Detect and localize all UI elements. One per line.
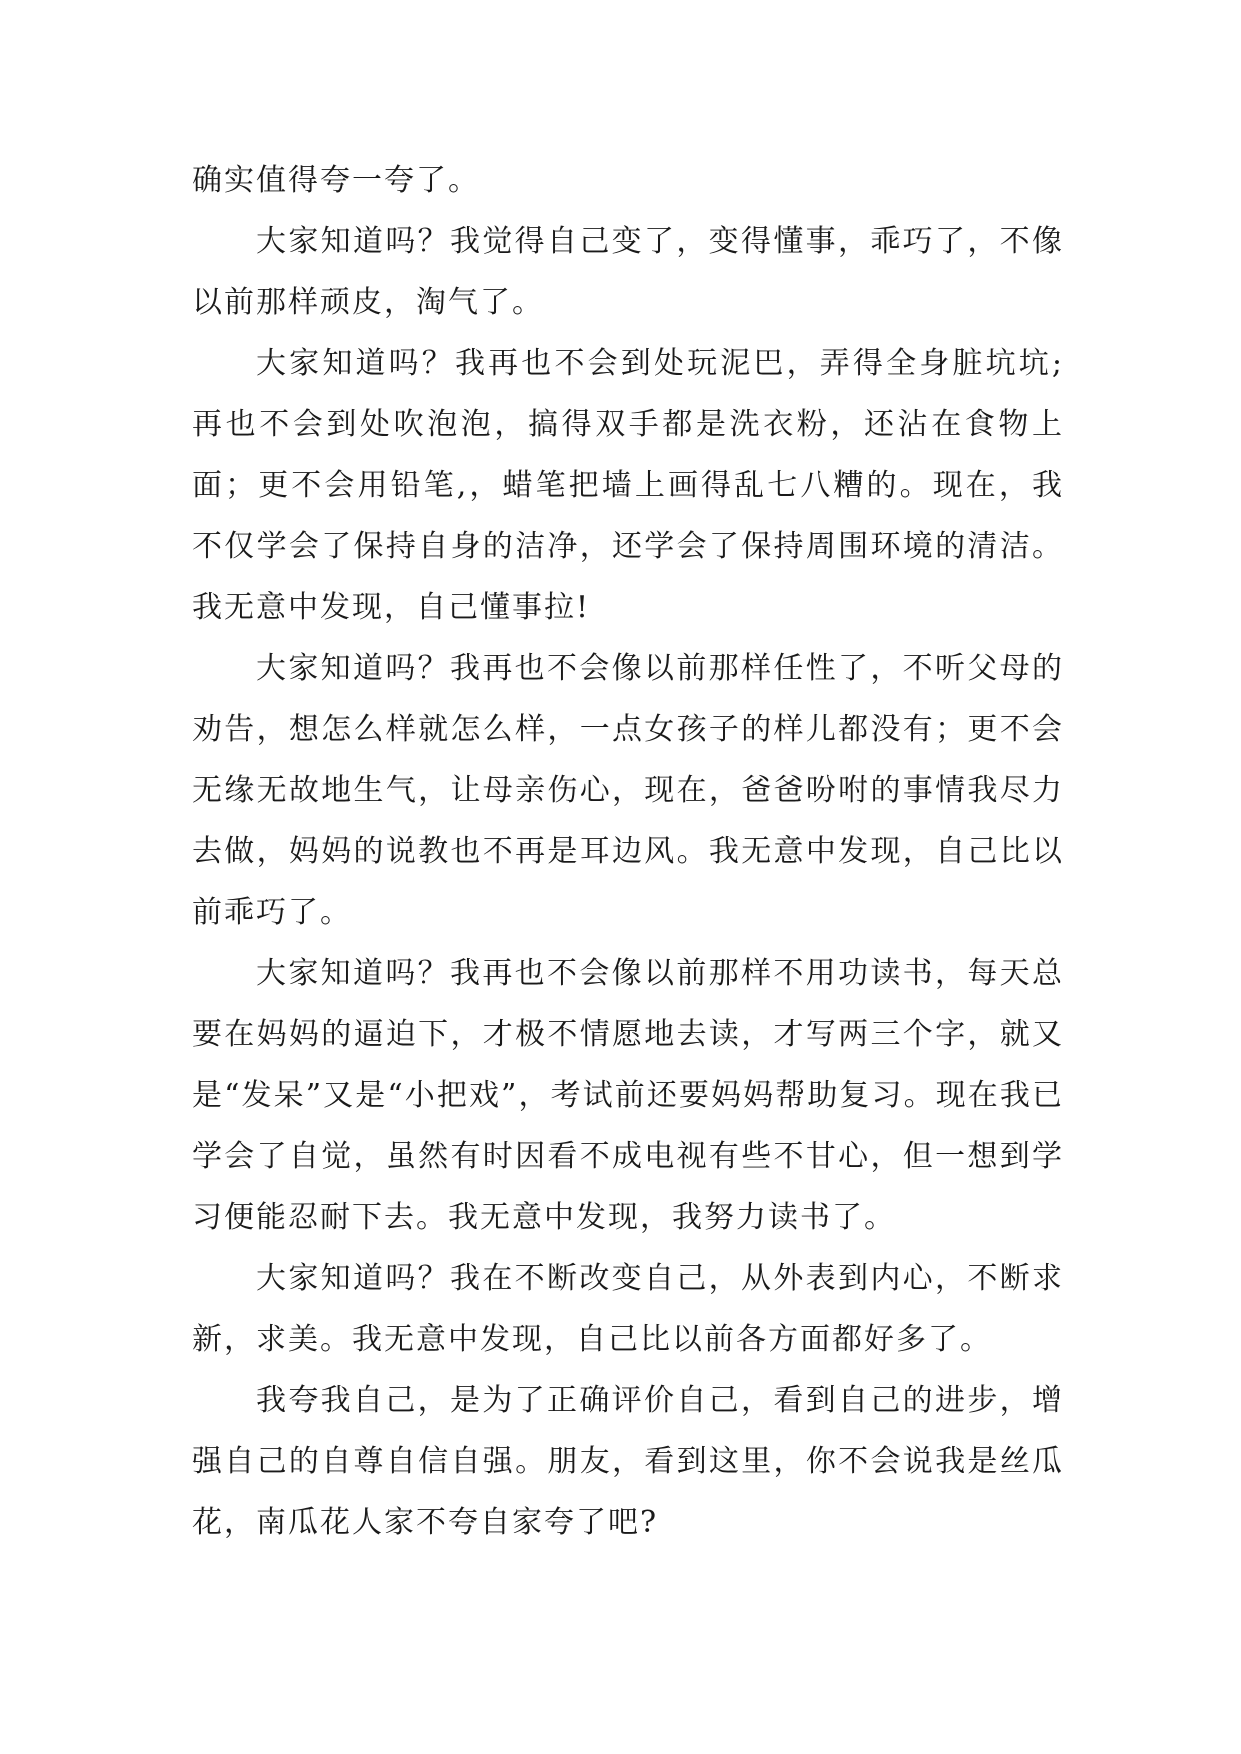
paragraph: 大家知道吗？我在不断改变自己，从外表到内心，不断求新，求美。我无意中发现，自己比以前各方面都好多了。: [192, 1261, 1064, 1357]
paragraph: 大家知道吗？我再也不会像以前那样任性了，不听父母的劝告，想怎么样就怎么样，一点女孩子的样儿都没有；更不会无缘无故地生气，让母亲伤心，现在，爸爸吩咐的事情我尽力去做，妈妈的说教也不再是耳边风。我无意中发现，自己比以前乖巧了。: [192, 651, 1064, 930]
paragraph: 大家知道吗？我觉得自己变了，变得懂事，乖巧了，不像以前那样顽皮，淘气了。: [192, 224, 1064, 320]
paragraph-continuation: 确实值得夸一夸了。: [192, 163, 480, 198]
document-body: [192, 150, 1064, 1553]
paragraph: 大家知道吗？我再也不会像以前那样不用功读书，每天总要在妈妈的逼迫下，才极不情愿地去读，才写两三个字，就又是“发呆”又是“小把戏”，考试前还要妈妈帮助复习。现在我已学会了自觉，虽然有时因看不成电视有些不甘心，但一想到学习便能忍耐下去。我无意中发现，我努力读书了。: [192, 956, 1064, 1235]
paragraph-closing: 我夸我自己，是为了正确评价自己，看到自己的进步，增强自己的自尊自信自强。朋友，看到这里，你不会说我是丝瓜花，南瓜花人家不夸自家夸了吧?: [192, 1383, 1064, 1540]
paragraph: 大家知道吗？我再也不会到处玩泥巴，弄得全身脏坑坑;再也不会到处吹泡泡，搞得双手都是洗衣粉，还沾在食物上面；更不会用铅笔,，蜡笔把墙上画得乱七八糟的。现在，我不仅学会了保持自身的洁净，还学会了保持周围环境的清洁。我无意中发现，自己懂事拉!: [192, 346, 1064, 625]
